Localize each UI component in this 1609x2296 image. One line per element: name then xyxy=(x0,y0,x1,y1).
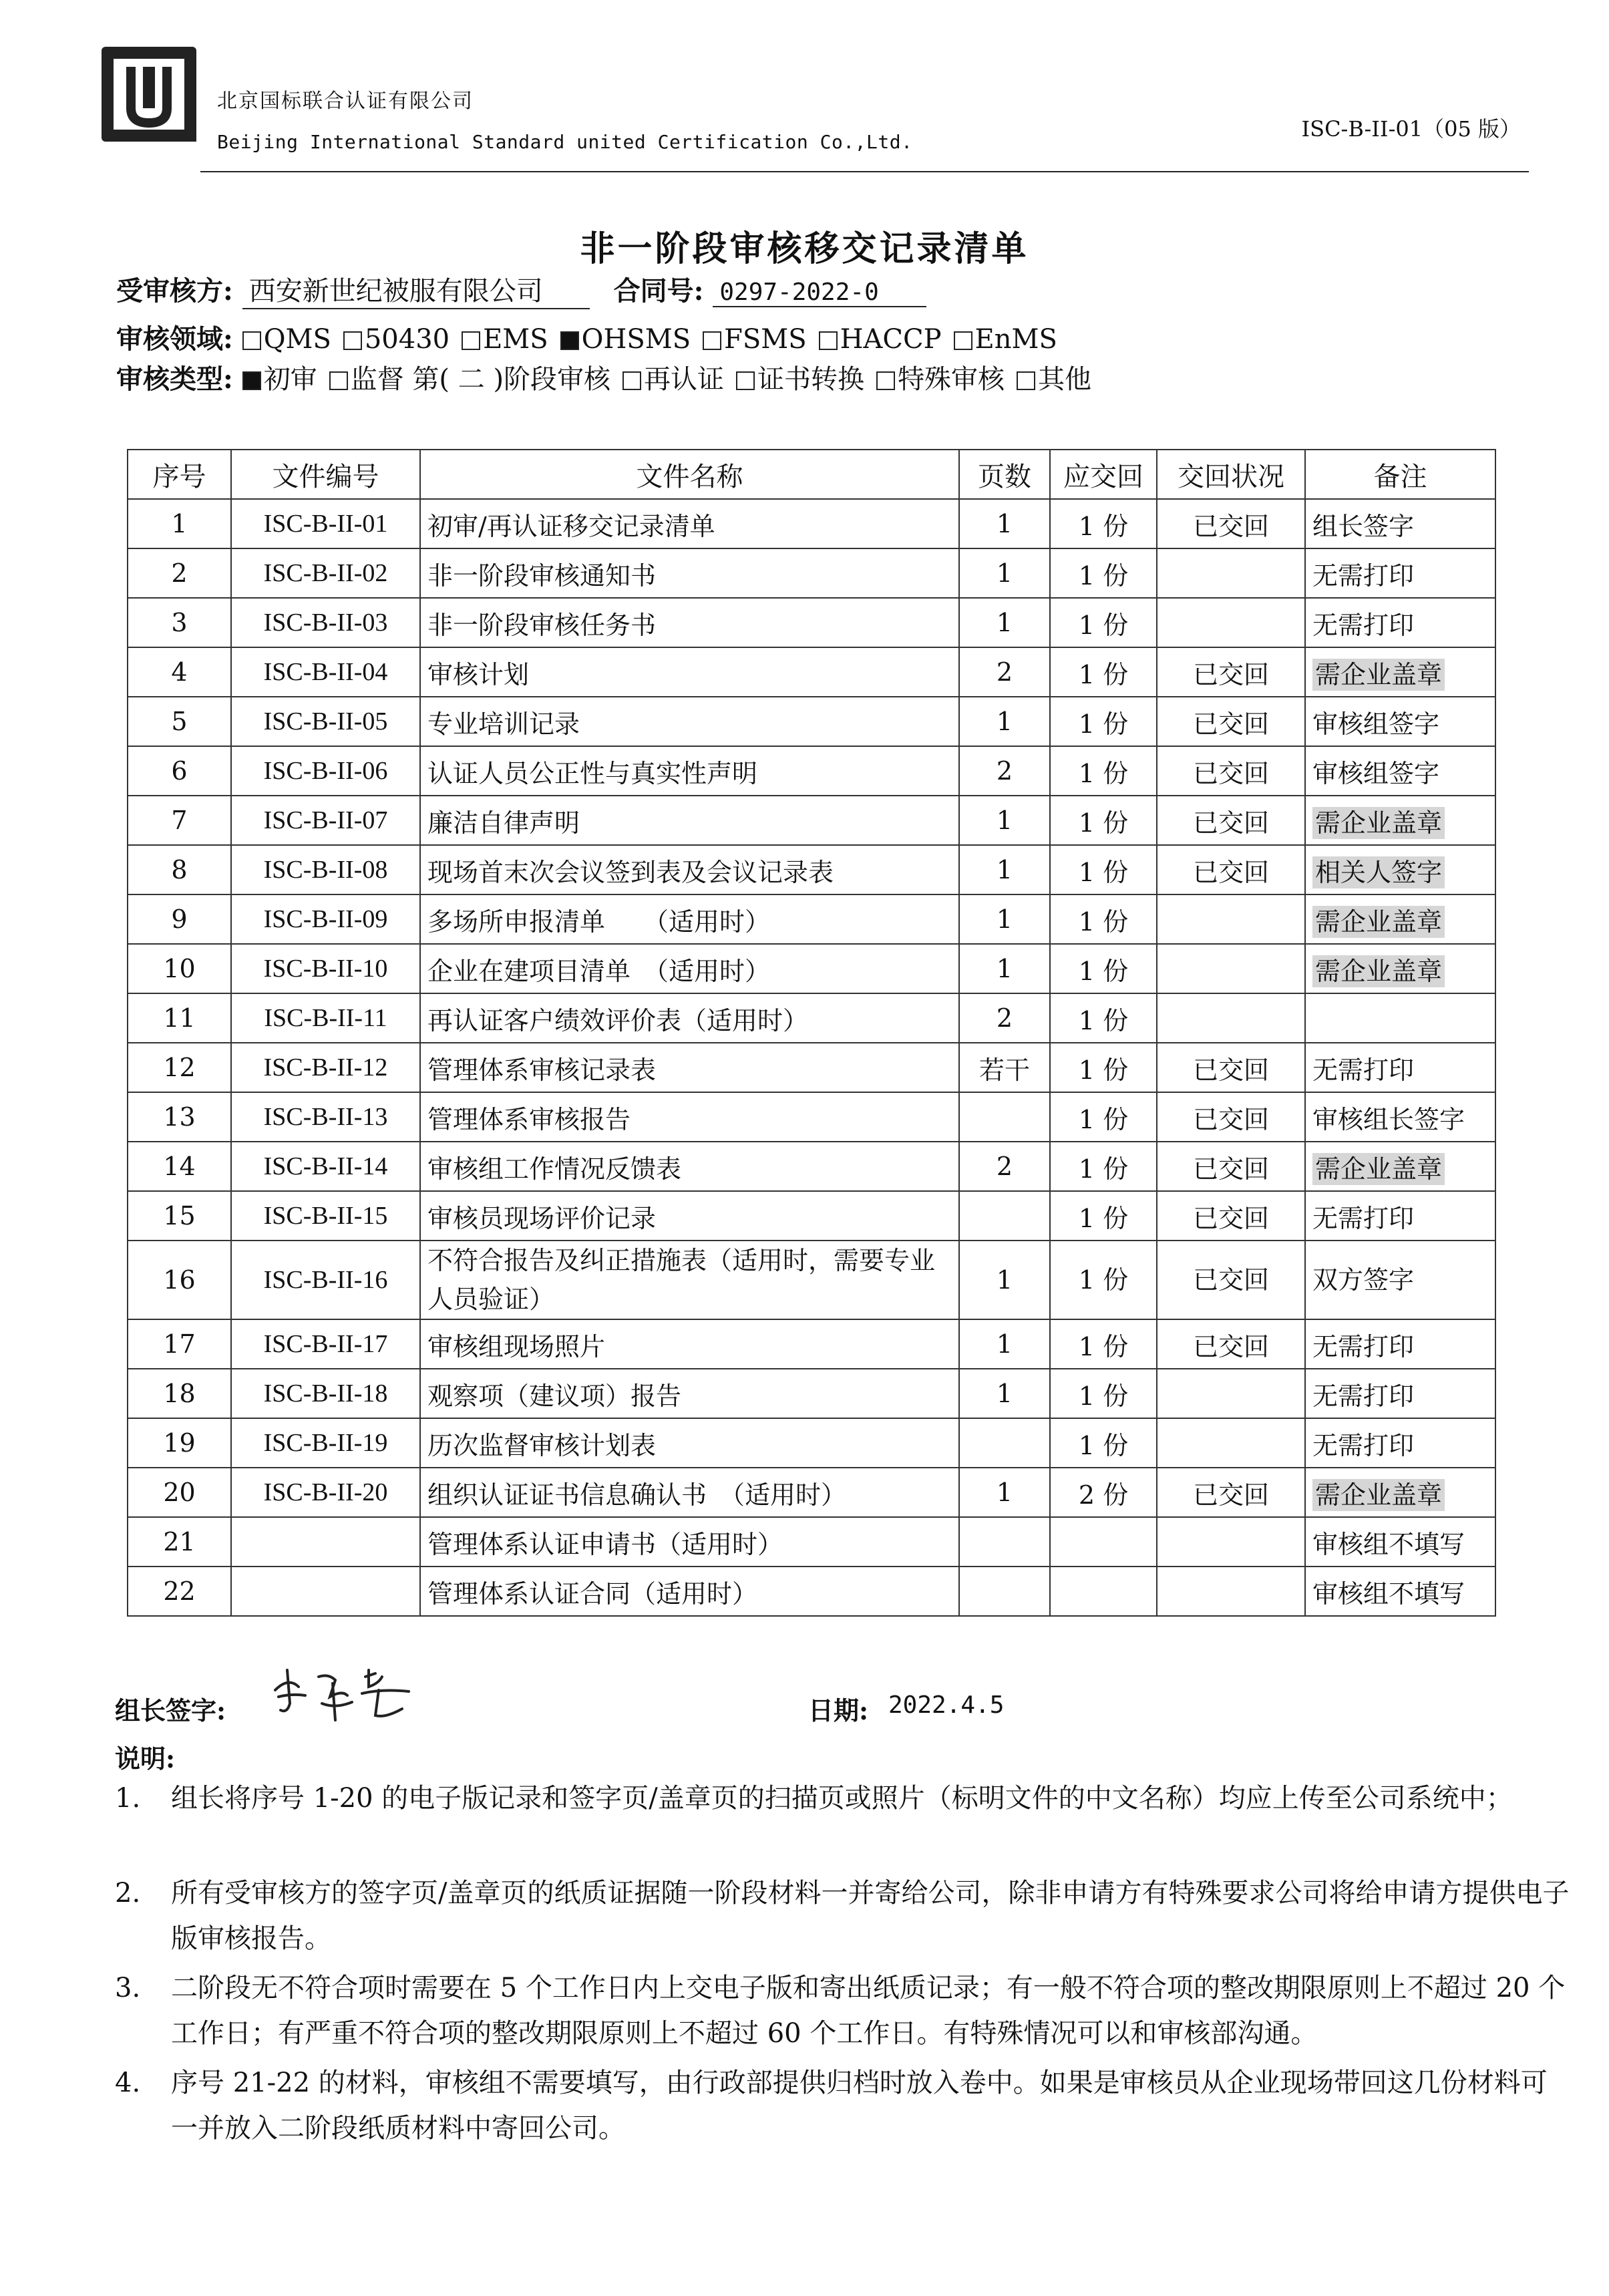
records-table xyxy=(127,449,1496,1617)
cell-no: 20 xyxy=(128,1468,231,1517)
cell-name: 再认证客户绩效评价表（适用时） xyxy=(420,993,959,1043)
domain-option xyxy=(242,324,331,355)
cell-copies: 1 份 xyxy=(1050,697,1157,746)
cell-no: 16 xyxy=(128,1241,231,1319)
cell-copies xyxy=(1050,1517,1157,1567)
contract-value: 0297-2022-0 xyxy=(713,279,926,307)
cell-name: 观察项（建议项）报告 xyxy=(420,1369,959,1418)
auditee-line xyxy=(116,270,926,309)
table-row xyxy=(128,944,1495,993)
cell-name: 认证人员公正性与真实性声明 xyxy=(420,746,959,796)
domain-option xyxy=(560,324,691,355)
table-row xyxy=(128,746,1495,796)
cell-no: 15 xyxy=(128,1191,231,1241)
header-code: 文件编号 xyxy=(231,450,420,499)
cell-pages xyxy=(959,1191,1050,1241)
cell-name: 审核员现场评价记录 xyxy=(420,1191,959,1241)
domain-option xyxy=(703,324,807,355)
company-name-cn: 北京国标联合认证有限公司 xyxy=(217,90,474,113)
cell-pages: 1 xyxy=(959,1241,1050,1319)
cell-note: 审核组不填写 xyxy=(1305,1517,1495,1567)
cell-note: 审核组签字 xyxy=(1305,746,1495,796)
auditee-value: 西安新世纪被服有限公司 xyxy=(242,270,590,309)
cell-name: 多场所申报清单 （适用时） xyxy=(420,894,959,944)
header-name: 文件名称 xyxy=(420,450,959,499)
table-header-row xyxy=(128,450,1495,499)
cell-copies: 1 份 xyxy=(1050,993,1157,1043)
cell-pages xyxy=(959,1092,1050,1142)
header-divider xyxy=(200,171,1529,172)
cell-code: ISC-B-II-04 xyxy=(231,647,420,697)
table-row xyxy=(128,1319,1495,1369)
note-text: 二阶段无不符合项时需要在 5 个工作日内上交电子版和寄出纸质记录；有一般不符合项的整改期限原则上不超过 20 个工作日；有严重不符合项的整改期限原则上不超过 60 个工作日。有特殊情况可以和审核部沟通。 xyxy=(171,1973,1566,2049)
header-note: 备注 xyxy=(1305,450,1495,499)
highlighted-note: 需企业盖章 xyxy=(1312,906,1445,938)
cell-code: ISC-B-II-13 xyxy=(231,1092,420,1142)
cell-copies: 1 份 xyxy=(1050,796,1157,845)
cell-status xyxy=(1157,993,1305,1043)
cell-name: 专业培训记录 xyxy=(420,697,959,746)
cell-note xyxy=(1305,647,1495,697)
cell-code: ISC-B-II-11 xyxy=(231,993,420,1043)
cell-pages: 1 xyxy=(959,1319,1050,1369)
cell-pages: 1 xyxy=(959,796,1050,845)
cell-code: ISC-B-II-16 xyxy=(231,1241,420,1319)
type-option xyxy=(1017,364,1091,395)
cell-pages: 1 xyxy=(959,894,1050,944)
cell-status: 已交回 xyxy=(1157,1319,1305,1369)
cell-pages xyxy=(959,1567,1050,1616)
type-option xyxy=(329,364,610,395)
cell-no: 11 xyxy=(128,993,231,1043)
domain-option-label: EMS xyxy=(483,324,548,355)
cell-copies xyxy=(1050,1567,1157,1616)
note-text: 序号 21-22 的材料，审核组不需要填写，由行政部提供归档时放入卷中。如果是审核员从企业现场带回这几份材料可一并放入二阶段纸质材料中寄回公司。 xyxy=(171,2068,1548,2144)
cell-no: 8 xyxy=(128,845,231,894)
cell-code: ISC-B-II-20 xyxy=(231,1468,420,1517)
cell-name: 管理体系审核报告 xyxy=(420,1092,959,1142)
note-number: 3. xyxy=(115,1973,141,2003)
cell-status xyxy=(1157,598,1305,647)
cell-code: ISC-B-II-19 xyxy=(231,1418,420,1468)
domain-option xyxy=(462,324,548,355)
cell-code: ISC-B-II-15 xyxy=(231,1191,420,1241)
domain-option-label: HACCP xyxy=(840,324,942,355)
cell-status: 已交回 xyxy=(1157,697,1305,746)
cell-code: ISC-B-II-03 xyxy=(231,598,420,647)
cell-copies: 1 份 xyxy=(1050,1043,1157,1092)
unchecked-box-icon xyxy=(819,331,838,350)
cell-no: 17 xyxy=(128,1319,231,1369)
cell-name: 审核组现场照片 xyxy=(420,1319,959,1369)
note-number: 1. xyxy=(115,1783,141,1814)
cell-note: 审核组不填写 xyxy=(1305,1567,1495,1616)
domain-option-label: FSMS xyxy=(724,324,807,355)
cell-pages: 若干 xyxy=(959,1043,1050,1092)
cell-no: 19 xyxy=(128,1418,231,1468)
table-row xyxy=(128,1043,1495,1092)
table-row xyxy=(128,993,1495,1043)
cell-note xyxy=(1305,796,1495,845)
cell-pages: 2 xyxy=(959,647,1050,697)
note-item xyxy=(115,2060,1571,2151)
table-row xyxy=(128,796,1495,845)
domain-option xyxy=(819,324,942,355)
cell-no: 5 xyxy=(128,697,231,746)
unchecked-box-icon xyxy=(462,331,480,350)
cell-name: 企业在建项目清单 （适用时） xyxy=(420,944,959,993)
header-copies: 应交回 xyxy=(1050,450,1157,499)
header-pages: 页数 xyxy=(959,450,1050,499)
cell-copies: 2 份 xyxy=(1050,1468,1157,1517)
table-row xyxy=(128,1142,1495,1191)
table-row xyxy=(128,1191,1495,1241)
cell-pages: 2 xyxy=(959,993,1050,1043)
cell-note: 无需打印 xyxy=(1305,1043,1495,1092)
cell-code: ISC-B-II-12 xyxy=(231,1043,420,1092)
cell-copies: 1 份 xyxy=(1050,647,1157,697)
type-label: 审核类型: xyxy=(116,363,233,395)
cell-code: ISC-B-II-18 xyxy=(231,1369,420,1418)
type-option-label: 其他 xyxy=(1038,364,1092,395)
cell-code xyxy=(231,1567,420,1616)
cell-copies: 1 份 xyxy=(1050,746,1157,796)
cell-note: 无需打印 xyxy=(1305,548,1495,598)
cell-no: 3 xyxy=(128,598,231,647)
type-option-label: 特殊审核 xyxy=(898,364,1005,395)
cell-code: ISC-B-II-01 xyxy=(231,499,420,548)
type-option-label: 证书转换 xyxy=(757,364,865,395)
cell-no: 1 xyxy=(128,499,231,548)
cell-code: ISC-B-II-07 xyxy=(231,796,420,845)
cell-pages: 1 xyxy=(959,499,1050,548)
cell-status xyxy=(1157,1369,1305,1418)
cell-status: 已交回 xyxy=(1157,1191,1305,1241)
cell-status: 已交回 xyxy=(1157,845,1305,894)
cell-name: 廉洁自律声明 xyxy=(420,796,959,845)
cell-name: 历次监督审核计划表 xyxy=(420,1418,959,1468)
cell-code: ISC-B-II-08 xyxy=(231,845,420,894)
cell-note: 无需打印 xyxy=(1305,1191,1495,1241)
cell-copies: 1 份 xyxy=(1050,1092,1157,1142)
cell-note: 无需打印 xyxy=(1305,598,1495,647)
table-row xyxy=(128,647,1495,697)
cell-status: 已交回 xyxy=(1157,1142,1305,1191)
cell-status xyxy=(1157,1418,1305,1468)
auditee-label: 受审核方: xyxy=(116,275,233,307)
cell-note: 无需打印 xyxy=(1305,1369,1495,1418)
cell-status: 已交回 xyxy=(1157,1043,1305,1092)
highlighted-note: 需企业盖章 xyxy=(1312,955,1445,987)
cell-copies: 1 份 xyxy=(1050,1241,1157,1319)
date-label: 日期: xyxy=(808,1695,869,1726)
cell-status xyxy=(1157,1567,1305,1616)
audit-domain-line xyxy=(116,318,1069,356)
cell-pages: 1 xyxy=(959,1468,1050,1517)
notes-title: 说明: xyxy=(115,1744,176,1774)
note-item xyxy=(115,1965,1571,2056)
cell-pages: 1 xyxy=(959,548,1050,598)
cell-status: 已交回 xyxy=(1157,1468,1305,1517)
type-options xyxy=(242,363,1103,395)
unchecked-box-icon xyxy=(329,371,348,390)
cell-code: ISC-B-II-06 xyxy=(231,746,420,796)
cell-pages: 2 xyxy=(959,746,1050,796)
cell-no: 13 xyxy=(128,1092,231,1142)
unchecked-box-icon xyxy=(242,331,261,350)
type-option xyxy=(736,364,864,395)
cell-note: 组长签字 xyxy=(1305,499,1495,548)
unchecked-box-icon xyxy=(1017,371,1035,390)
unchecked-box-icon xyxy=(876,371,895,390)
unchecked-box-icon xyxy=(954,331,972,350)
cell-status: 已交回 xyxy=(1157,796,1305,845)
cell-copies: 1 份 xyxy=(1050,894,1157,944)
cell-pages: 1 xyxy=(959,598,1050,647)
cell-note xyxy=(1305,1468,1495,1517)
cell-code: ISC-B-II-05 xyxy=(231,697,420,746)
cell-status: 已交回 xyxy=(1157,499,1305,548)
table-row xyxy=(128,598,1495,647)
cell-code xyxy=(231,1517,420,1567)
handwritten-signature xyxy=(269,1657,422,1730)
table-row xyxy=(128,697,1495,746)
cell-status: 已交回 xyxy=(1157,1092,1305,1142)
cell-name: 现场首末次会议签到表及会议记录表 xyxy=(420,845,959,894)
cell-note xyxy=(1305,993,1495,1043)
cell-name: 非一阶段审核通知书 xyxy=(420,548,959,598)
cell-note: 无需打印 xyxy=(1305,1418,1495,1468)
audit-type-line xyxy=(116,358,1103,396)
cell-name: 初审/再认证移交记录清单 xyxy=(420,499,959,548)
table-row xyxy=(128,548,1495,598)
cell-no: 22 xyxy=(128,1567,231,1616)
cell-note xyxy=(1305,1142,1495,1191)
cell-no: 18 xyxy=(128,1369,231,1418)
company-name-en: Beijing International Standard united Certification Co.,Ltd. xyxy=(217,131,913,153)
domain-option xyxy=(954,324,1057,355)
cell-note: 无需打印 xyxy=(1305,1319,1495,1369)
table-row xyxy=(128,1369,1495,1418)
cell-note: 审核组长签字 xyxy=(1305,1092,1495,1142)
note-number: 4. xyxy=(115,2068,141,2098)
cell-no: 2 xyxy=(128,548,231,598)
cell-status xyxy=(1157,1517,1305,1567)
cell-name: 组织认证证书信息确认书 （适用时） xyxy=(420,1468,959,1517)
cell-status xyxy=(1157,944,1305,993)
cell-copies: 1 份 xyxy=(1050,845,1157,894)
highlighted-note: 需企业盖章 xyxy=(1312,807,1445,839)
table-row xyxy=(128,1567,1495,1616)
cell-status: 已交回 xyxy=(1157,647,1305,697)
note-text: 所有受审核方的签字页/盖章页的纸质证据随一阶段材料一并寄给公司，除非申请方有特殊要求公司将给申请方提供电子版审核报告。 xyxy=(171,1878,1570,1954)
table-row xyxy=(128,1092,1495,1142)
domain-option-label: 50430 xyxy=(364,324,450,355)
cell-copies: 1 份 xyxy=(1050,499,1157,548)
document-title: 非一阶段审核移交记录清单 xyxy=(580,228,1029,269)
domain-option xyxy=(343,324,450,355)
table-row xyxy=(128,1517,1495,1567)
domain-option-label: EnMS xyxy=(974,324,1057,355)
cell-note: 双方签字 xyxy=(1305,1241,1495,1319)
type-option xyxy=(622,364,724,395)
cell-no: 4 xyxy=(128,647,231,697)
table-row xyxy=(128,894,1495,944)
highlighted-note: 需企业盖章 xyxy=(1312,1153,1445,1185)
cell-name: 非一阶段审核任务书 xyxy=(420,598,959,647)
company-logo xyxy=(99,44,199,151)
cell-copies: 1 份 xyxy=(1050,944,1157,993)
cell-name: 管理体系审核记录表 xyxy=(420,1043,959,1092)
table-row xyxy=(128,499,1495,548)
cell-copies: 1 份 xyxy=(1050,598,1157,647)
cell-no: 14 xyxy=(128,1142,231,1191)
cell-pages: 2 xyxy=(959,1142,1050,1191)
cell-pages: 1 xyxy=(959,1369,1050,1418)
header-no: 序号 xyxy=(128,450,231,499)
type-option-label: 监督 第( 二 )阶段审核 xyxy=(350,364,611,395)
unchecked-box-icon xyxy=(343,331,362,350)
cell-no: 7 xyxy=(128,796,231,845)
form-code: ISC-B-II-01（05 版） xyxy=(1301,116,1521,142)
cell-pages xyxy=(959,1517,1050,1567)
cell-name: 管理体系认证合同（适用时） xyxy=(420,1567,959,1616)
unchecked-box-icon xyxy=(622,371,641,390)
note-text: 组长将序号 1-20 的电子版记录和签字页/盖章页的扫描页或照片（标明文件的中文名称）均应上传至公司系统中； xyxy=(171,1783,1513,1814)
cell-copies: 1 份 xyxy=(1050,1191,1157,1241)
highlighted-note: 需企业盖章 xyxy=(1312,1479,1445,1511)
cell-name: 不符合报告及纠正措施表（适用时，需要专业人员验证） xyxy=(420,1241,959,1319)
type-option-label: 初审 xyxy=(263,364,317,395)
checked-box-icon xyxy=(242,371,261,390)
cell-note xyxy=(1305,894,1495,944)
cell-status: 已交回 xyxy=(1157,1241,1305,1319)
domain-option-label: OHSMS xyxy=(581,324,691,355)
cell-name: 管理体系认证申请书（适用时） xyxy=(420,1517,959,1567)
unchecked-box-icon xyxy=(703,331,721,350)
type-option xyxy=(876,364,1005,395)
header-status: 交回状况 xyxy=(1157,450,1305,499)
cell-pages: 1 xyxy=(959,944,1050,993)
cell-status xyxy=(1157,548,1305,598)
cell-no: 21 xyxy=(128,1517,231,1567)
highlighted-note: 需企业盖章 xyxy=(1312,659,1445,691)
table-row xyxy=(128,1418,1495,1468)
note-number: 2. xyxy=(115,1878,141,1909)
note-item xyxy=(115,1776,1571,1821)
cell-note xyxy=(1305,944,1495,993)
cell-no: 9 xyxy=(128,894,231,944)
cell-copies: 1 份 xyxy=(1050,548,1157,598)
cell-no: 10 xyxy=(128,944,231,993)
contract-label: 合同号: xyxy=(613,275,704,307)
table-row xyxy=(128,1241,1495,1319)
cell-name: 审核计划 xyxy=(420,647,959,697)
cell-name: 审核组工作情况反馈表 xyxy=(420,1142,959,1191)
cell-copies: 1 份 xyxy=(1050,1319,1157,1369)
cell-code: ISC-B-II-10 xyxy=(231,944,420,993)
table-row xyxy=(128,845,1495,894)
cell-pages xyxy=(959,1418,1050,1468)
cell-no: 12 xyxy=(128,1043,231,1092)
date-value: 2022.4.5 xyxy=(888,1691,1005,1719)
cell-pages: 1 xyxy=(959,697,1050,746)
cell-code: ISC-B-II-17 xyxy=(231,1319,420,1369)
highlighted-note: 相关人签字 xyxy=(1312,856,1445,888)
cell-pages: 1 xyxy=(959,845,1050,894)
domain-options xyxy=(242,323,1069,355)
note-item xyxy=(115,1870,1571,1961)
leader-sign-label: 组长签字: xyxy=(115,1695,226,1726)
domain-label: 审核领域: xyxy=(116,323,233,355)
cell-status: 已交回 xyxy=(1157,746,1305,796)
cell-note: 审核组签字 xyxy=(1305,697,1495,746)
cell-code: ISC-B-II-02 xyxy=(231,548,420,598)
cell-copies: 1 份 xyxy=(1050,1142,1157,1191)
checked-box-icon xyxy=(560,331,579,350)
cell-copies: 1 份 xyxy=(1050,1418,1157,1468)
cell-code: ISC-B-II-14 xyxy=(231,1142,420,1191)
cell-copies: 1 份 xyxy=(1050,1369,1157,1418)
type-option xyxy=(242,364,317,395)
cell-note xyxy=(1305,845,1495,894)
cell-status xyxy=(1157,894,1305,944)
type-option-label: 再认证 xyxy=(644,364,725,395)
cell-no: 6 xyxy=(128,746,231,796)
cell-code: ISC-B-II-09 xyxy=(231,894,420,944)
unchecked-box-icon xyxy=(736,371,755,390)
table-row xyxy=(128,1468,1495,1517)
domain-option-label: QMS xyxy=(263,324,331,355)
